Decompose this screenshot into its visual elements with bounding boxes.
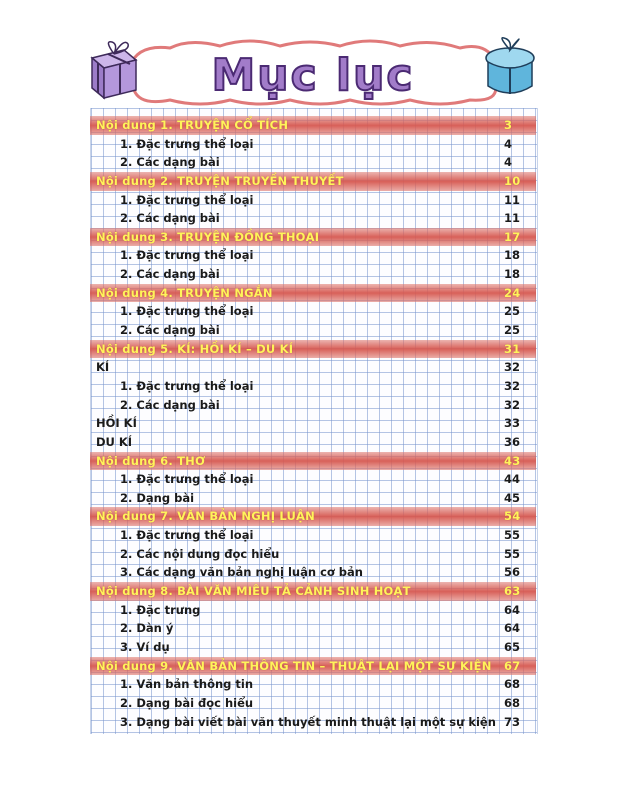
toc-entry-row[interactable] — [90, 246, 536, 265]
toc-entry-row[interactable] — [90, 135, 536, 154]
toc-entry-row[interactable] — [90, 638, 536, 657]
toc-entry-label: 1. Đặc trưng thể loại — [120, 304, 254, 319]
toc-page-number: 55 — [504, 528, 521, 543]
toc-entry-row[interactable] — [90, 601, 536, 620]
toc-entry-row[interactable] — [90, 209, 536, 228]
toc-page-number: 4 — [504, 155, 513, 170]
toc-entry-label: 2. Dạng bài đọc hiểu — [120, 695, 254, 710]
toc-entry-row[interactable] — [90, 191, 536, 210]
toc-entry-row[interactable] — [90, 358, 536, 377]
toc-entry-label: Nội dung 8. BÀI VĂN MIÊU TẢ CẢNH SINH HOẠT — [96, 584, 411, 599]
toc-section-row[interactable] — [90, 507, 536, 526]
toc-page-number: 11 — [504, 192, 521, 207]
toc-entry-label: 2. Các dạng bài — [120, 267, 220, 282]
toc-page-number: 32 — [504, 397, 521, 412]
toc-section-row[interactable] — [90, 228, 536, 247]
toc-page-number: 31 — [504, 341, 521, 356]
toc-section-row[interactable] — [90, 582, 536, 601]
toc-entry-row[interactable] — [90, 489, 536, 508]
toc-entry-row[interactable] — [90, 713, 536, 732]
toc-entry-row[interactable] — [90, 302, 536, 321]
toc-page-number: 56 — [504, 565, 521, 580]
toc-entry-label: DU KÍ — [96, 434, 133, 449]
toc-entry-row[interactable] — [90, 153, 536, 172]
toc-entry-row[interactable] — [90, 470, 536, 489]
toc-entry-label: 1. Văn bản thông tin — [120, 677, 254, 692]
toc-page — [90, 36, 536, 736]
header-art — [90, 36, 536, 108]
toc-entry-label: Nội dung 5. KÍ: HỒI KÍ – DU KÍ — [96, 341, 294, 356]
toc-entry-row[interactable] — [90, 433, 536, 452]
toc-entry-label: 3. Ví dụ — [120, 639, 170, 654]
toc-entry-label: Nội dung 2. TRUYỆN TRUYỀN THUYẾT — [96, 173, 344, 188]
toc-entry-label: 2. Các dạng bài — [120, 397, 220, 412]
toc-entry-label: 1. Đặc trưng thể loại — [120, 378, 254, 393]
toc-entry-label: Nội dung 6. THƠ — [96, 453, 206, 468]
toc-entry-row[interactable] — [90, 265, 536, 284]
page-title: Mục lục — [211, 50, 415, 101]
toc-section-row[interactable] — [90, 172, 536, 191]
toc-page-number: 36 — [504, 434, 521, 449]
header — [90, 36, 536, 106]
toc-page-number: 68 — [504, 695, 521, 710]
toc-page-number: 45 — [504, 490, 521, 505]
toc-page-number: 64 — [504, 621, 521, 636]
toc-entry-label: 3. Dạng bài viết bài văn thuyết minh thuật lại một sự kiện — [120, 714, 496, 729]
table-of-contents — [90, 116, 536, 731]
toc-page-number: 67 — [504, 658, 521, 673]
blue-gift-box-icon — [486, 38, 534, 94]
toc-entry-label: Nội dung 7. VĂN BẢN NGHỊ LUẬN — [96, 509, 315, 524]
toc-section-row[interactable] — [90, 340, 536, 359]
toc-page-number: 73 — [504, 714, 521, 729]
toc-entry-label: Nội dung 9. VĂN BẢN THÔNG TIN – THUẬT LẠI MỘT SỰ KIỆN — [96, 658, 492, 673]
toc-section-row[interactable] — [90, 452, 536, 471]
toc-entry-label: 2. Dạng bài — [120, 490, 195, 505]
toc-page-number: 18 — [504, 248, 521, 263]
toc-entry-label: 2. Các dạng bài — [120, 323, 220, 338]
toc-entry-row[interactable] — [90, 377, 536, 396]
toc-page-number: 64 — [504, 602, 521, 617]
toc-entry-label: 1. Đặc trưng thể loại — [120, 528, 254, 543]
toc-page-number: 11 — [504, 211, 521, 226]
toc-entry-label: 1. Đặc trưng thể loại — [120, 248, 254, 263]
toc-page-number: 32 — [504, 378, 521, 393]
toc-page-number: 68 — [504, 677, 521, 692]
toc-section-row[interactable] — [90, 284, 536, 303]
toc-entry-label: Nội dung 3. TRUYỆN ĐỒNG THOẠI — [96, 229, 320, 244]
toc-page-number: 54 — [504, 509, 521, 524]
toc-entry-label: HỒI KÍ — [96, 416, 137, 431]
toc-entry-label: Nội dung 1. TRUYỆN CỔ TÍCH — [96, 118, 289, 132]
toc-page-number: 17 — [504, 229, 521, 244]
toc-entry-label: 1. Đặc trưng thể loại — [120, 192, 254, 207]
toc-page-number: 44 — [504, 472, 521, 487]
toc-page-number: 3 — [504, 118, 513, 132]
toc-entry-row[interactable] — [90, 619, 536, 638]
toc-entry-row[interactable] — [90, 675, 536, 694]
toc-page-number: 25 — [504, 323, 521, 338]
toc-section-row[interactable] — [90, 657, 536, 676]
toc-page-number: 63 — [504, 584, 521, 599]
toc-entry-label: 2. Các nội dung đọc hiểu — [120, 546, 280, 561]
toc-page-number: 43 — [504, 453, 521, 468]
toc-entry-label: 1. Đặc trưng thể loại — [120, 472, 254, 487]
toc-section-row[interactable] — [90, 116, 536, 135]
toc-entry-row[interactable] — [90, 545, 536, 564]
toc-entry-row[interactable] — [90, 396, 536, 415]
toc-entry-row[interactable] — [90, 526, 536, 545]
toc-page-number: 55 — [504, 546, 521, 561]
toc-page-number: 4 — [504, 136, 513, 151]
toc-page-number: 18 — [504, 267, 521, 282]
toc-entry-row[interactable] — [90, 694, 536, 713]
toc-entry-row[interactable] — [90, 563, 536, 582]
toc-entry-label: 1. Đặc trưng thể loại — [120, 136, 254, 151]
toc-entry-row[interactable] — [90, 321, 536, 340]
toc-entry-label: 2. Các dạng bài — [120, 211, 220, 226]
toc-page-number: 25 — [504, 304, 521, 319]
toc-entry-label: 2. Các dạng bài — [120, 155, 220, 170]
toc-entry-label: 1. Đặc trưng — [120, 602, 201, 617]
toc-page-number: 32 — [504, 360, 521, 375]
toc-page-number: 24 — [504, 285, 521, 300]
toc-page-number: 10 — [504, 173, 521, 188]
toc-entry-label: 2. Dàn ý — [120, 621, 174, 636]
toc-page-number: 65 — [504, 639, 521, 654]
toc-entry-row[interactable] — [90, 414, 536, 433]
purple-gift-box-icon — [92, 42, 136, 98]
toc-entry-label: 3. Các dạng văn bản nghị luận cơ bản — [120, 565, 363, 580]
toc-entry-label: Nội dung 4. TRUYỆN NGẮN — [96, 285, 273, 300]
toc-page-number: 33 — [504, 416, 521, 431]
toc-entry-label: KÍ — [96, 360, 110, 375]
